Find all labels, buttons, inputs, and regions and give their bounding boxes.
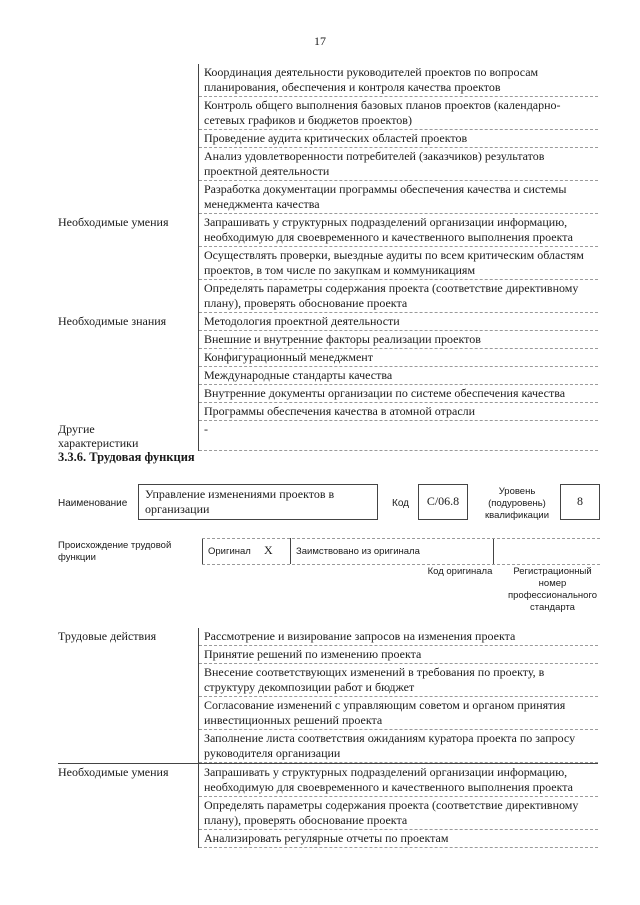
list-item: Запрашивать у структурных подразделений организации информацию, необходимую для своевременного и качественного выполнения проекта [199, 764, 598, 797]
list-item: Контроль общего выполнения базовых планов проектов (календарно-сетевых графиков и бюджетов проектов) [199, 97, 598, 130]
table-row-skills [58, 214, 598, 313]
list-item: Внешние и внутренние факторы реализации проектов [199, 331, 598, 349]
list-item: Согласование изменений с управляющим советом и органом принятия инвестиционных решений проекта [199, 697, 598, 730]
original-label: Оригинал [208, 546, 251, 557]
list-item: Осуществлять проверки, выездные аудиты по всем критическим областям проектов, в том числе по закупкам и коммуникациям [199, 247, 598, 280]
list-item: Определять параметры содержания проекта (соответствие директивному плану), проверять обоснование проекта [199, 797, 598, 830]
section-title: 3.3.6. Трудовая функция [58, 450, 195, 464]
list-item: Анализировать регулярные отчеты по проектам [199, 830, 598, 848]
requirements-table-continued [58, 64, 598, 451]
table-row-actions [58, 628, 598, 763]
list-item: Определять параметры содержания проекта (соответствие директивному плану), проверять обоснование проекта [199, 280, 598, 313]
code-value: С/06.8 [426, 494, 460, 508]
original-mark: X [264, 543, 273, 557]
list-item: Запрашивать у структурных подразделений организации информацию, необходимую для своевременного и качественного выполнения проекта [199, 214, 598, 247]
list-item: Координация деятельности руководителей проектов по вопросам планирования, обеспечения и контроля качества проектов [199, 64, 598, 97]
skills-items [198, 764, 598, 848]
level-value: 8 [577, 494, 583, 508]
page-number: 17 [314, 34, 326, 48]
origin-divider [202, 538, 203, 564]
list-item: Принятие решений по изменению проекта [199, 646, 598, 664]
table-row-skills [58, 763, 598, 848]
list-item: Рассмотрение и визирование запросов на изменения проекта [199, 628, 598, 646]
list-item: Конфигурационный менеджмент [199, 349, 598, 367]
other-items [198, 421, 598, 451]
code-caption: Код оригинала [427, 566, 493, 577]
borrowed-label: Заимствовано из оригинала [296, 546, 420, 557]
list-item: Программы обеспечения качества в атомной отрасли [199, 403, 598, 421]
list-item: Внутренние документы организации по системе обеспечения качества [199, 385, 598, 403]
table-row-other [58, 421, 598, 451]
actions-label: Трудовые действия [58, 629, 157, 643]
table-row-continued [58, 64, 598, 214]
other-label: Другие характеристики [58, 422, 139, 450]
origin-divider [493, 538, 494, 564]
other-value: - [199, 421, 598, 451]
skills-items [198, 214, 598, 313]
level-label: Уровень (подуровень) квалификации [484, 486, 550, 521]
table-row-knowledge [58, 313, 598, 421]
skills-label: Необходимые умения [58, 765, 169, 779]
code-label: Код [392, 498, 410, 509]
origin-top-line [202, 538, 600, 539]
list-item: Разработка документации программы обеспечения качества и системы менеджмента качества [199, 181, 598, 214]
list-item: Заполнение листа соответствия ожиданиям куратора проекта по запросу руководителя организации [199, 730, 598, 763]
list-item: Международные стандарты качества [199, 367, 598, 385]
function-table [58, 628, 598, 848]
list-item: Анализ удовлетворенности потребителей (заказчиков) результатов проектной деятельности [199, 148, 598, 181]
list-item: Методология проектной деятельности [199, 313, 598, 331]
row-label-empty [58, 64, 198, 214]
origin-label: Происхождение трудовой функции [58, 540, 172, 563]
reg-caption: Регистрационный номер профессионального стандарта [508, 566, 597, 613]
actions-items [198, 628, 598, 763]
origin-bottom-line [202, 564, 600, 565]
list-item: Внесение соответствующих изменений в требования по проекту, в структуру декомпозиции работ и бюджет [199, 664, 598, 697]
origin-divider [290, 538, 291, 564]
name-label: Наименование [58, 498, 128, 509]
continued-items [198, 64, 598, 214]
name-value: Управление изменениями проектов в организации [145, 487, 335, 516]
skills-label: Необходимые умения [58, 215, 169, 229]
knowledge-items [198, 313, 598, 421]
list-item: Проведение аудита критических областей проектов [199, 130, 598, 148]
knowledge-label: Необходимые знания [58, 314, 167, 328]
